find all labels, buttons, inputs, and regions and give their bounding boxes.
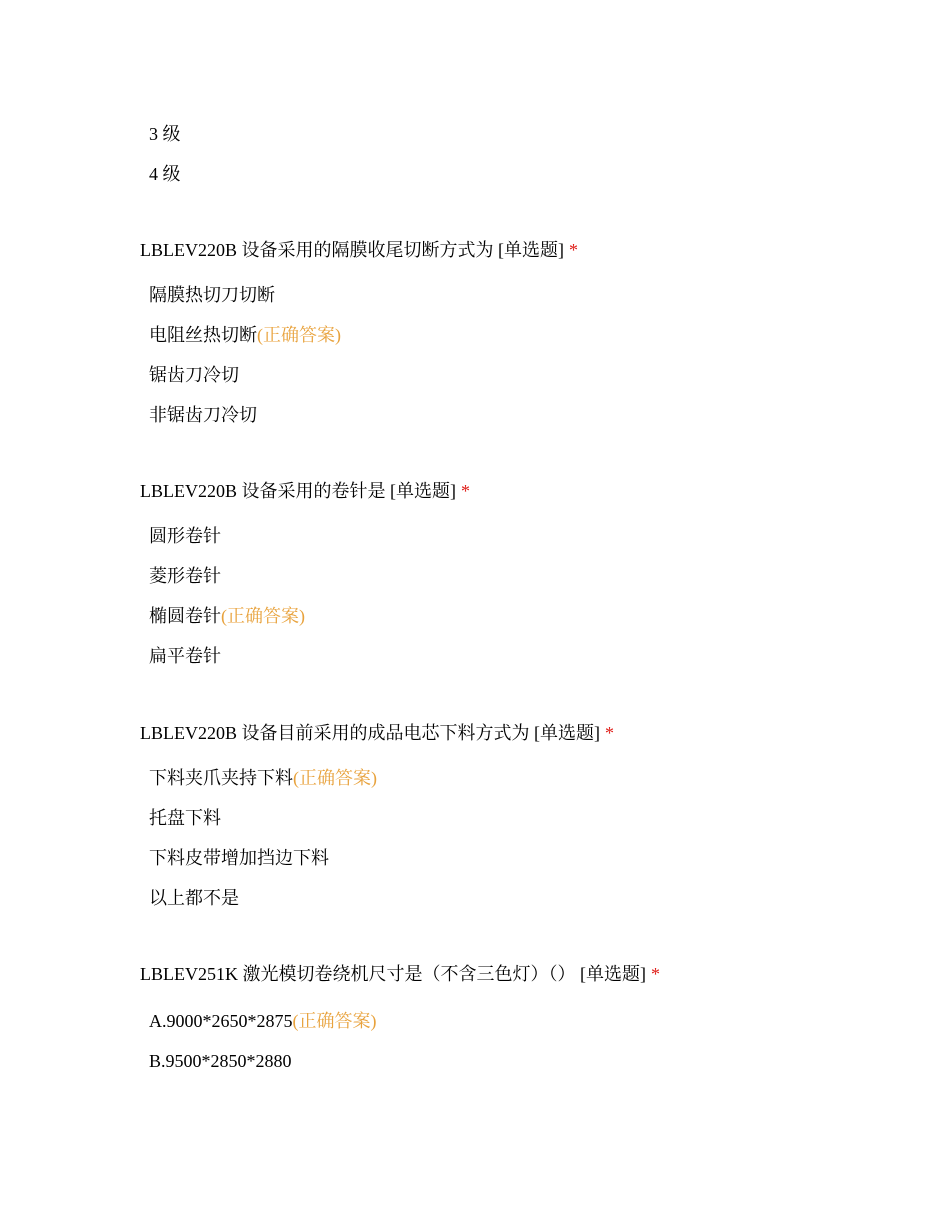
option-text: 4 级 xyxy=(149,164,181,184)
option-item xyxy=(149,363,900,387)
question-block xyxy=(140,721,900,910)
option-text: 椭圆卷针 xyxy=(149,606,221,626)
option-item xyxy=(149,766,900,790)
option-item xyxy=(149,162,900,186)
correct-answer-mark: (正确答案) xyxy=(293,768,377,788)
option-text: 非锯齿刀冷切 xyxy=(149,405,257,425)
option-item xyxy=(149,1049,900,1073)
option-text: 电阻丝热切断 xyxy=(149,325,257,345)
option-item xyxy=(149,403,900,427)
correct-answer-mark: (正确答案) xyxy=(292,1011,377,1031)
question-title xyxy=(140,479,900,503)
question-title xyxy=(140,721,900,745)
option-item xyxy=(149,806,900,830)
question-text: LBLEV220B 设备采用的隔膜收尾切断方式为 [单选题] xyxy=(140,240,564,260)
option-item xyxy=(149,283,900,307)
option-item xyxy=(149,122,900,146)
correct-answer-mark: (正确答案) xyxy=(257,325,341,345)
question-text: LBLEV220B 设备目前采用的成品电芯下料方式为 [单选题] xyxy=(140,723,600,743)
question-title xyxy=(140,238,900,262)
required-asterisk: * xyxy=(460,481,470,501)
required-asterisk: * xyxy=(568,240,578,260)
option-text: 托盘下料 xyxy=(149,808,221,828)
option-item xyxy=(149,886,900,910)
option-text: 菱形卷针 xyxy=(149,566,221,586)
option-text: 下料皮带增加挡边下料 xyxy=(149,848,329,868)
question-block xyxy=(140,479,900,668)
option-text: A.9000*2650*2875 xyxy=(149,1011,293,1031)
option-item xyxy=(149,604,900,628)
option-text: 下料夹爪夹持下料 xyxy=(149,768,293,788)
option-text: 以上都不是 xyxy=(149,888,239,908)
question-block xyxy=(140,238,900,427)
option-item xyxy=(149,846,900,870)
required-asterisk: * xyxy=(604,723,614,743)
question-text: LBLEV220B 设备采用的卷针是 [单选题] xyxy=(140,481,456,501)
option-item xyxy=(149,644,900,668)
option-item xyxy=(149,1009,900,1033)
option-text: 扁平卷针 xyxy=(149,646,221,666)
question-text: LBLEV251K 激光模切卷绕机尺寸是（不含三色灯）（） [单选题] xyxy=(140,964,646,984)
continued-options xyxy=(140,122,900,186)
question-title xyxy=(140,962,900,986)
required-asterisk: * xyxy=(650,964,660,984)
option-text: 锯齿刀冷切 xyxy=(149,365,239,385)
correct-answer-mark: (正确答案) xyxy=(221,606,305,626)
option-item xyxy=(149,323,900,347)
option-item xyxy=(149,524,900,548)
question-block xyxy=(140,962,900,1073)
option-text: 隔膜热切刀切断 xyxy=(149,285,275,305)
option-text: 圆形卷针 xyxy=(149,526,221,546)
option-text: B.9500*2850*2880 xyxy=(149,1051,292,1071)
option-text: 3 级 xyxy=(149,124,181,144)
option-item xyxy=(149,564,900,588)
